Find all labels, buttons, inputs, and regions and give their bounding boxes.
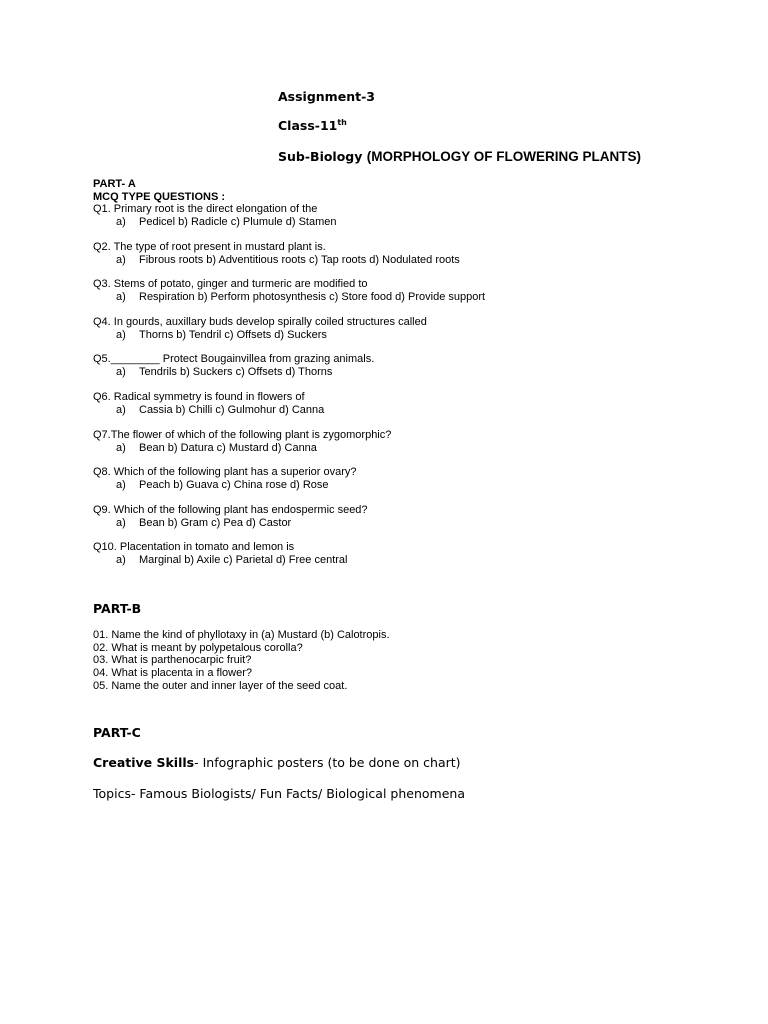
part-b-question: 01. Name the kind of phyllotaxy in (a) Mustard (b) Calotropis. [93, 629, 390, 641]
option-letter: a) [116, 516, 126, 529]
part-c-title: PART-C [93, 725, 141, 740]
option-letter: a) [116, 328, 126, 341]
mcq-question: Q8. Which of the following plant has a superior ovary? [93, 466, 357, 479]
mcq-subtitle: MCQ TYPE QUESTIONS : [93, 190, 226, 203]
mcq-question: Q1. Primary root is the direct elongation of the [93, 203, 318, 215]
option-letter: a) [116, 291, 126, 304]
option-text: Fibrous roots b) Adventitious roots c) Tap roots d) Nodulated roots [139, 253, 460, 266]
mcq-question: Q4. In gourds, auxillary buds develop spirally coiled structures called [93, 315, 427, 328]
class-superscript: th [337, 118, 347, 127]
option-text: Marginal b) Axile c) Parietal d) Free central [139, 554, 348, 567]
part-a-title: PART- A [93, 178, 136, 190]
option-letter: a) [116, 404, 126, 416]
class-label [278, 118, 347, 133]
subject-label [278, 149, 641, 164]
option-text: Respiration b) Perform photosynthesis c) Store food d) Provide support [139, 291, 486, 304]
mcq-question: Q10. Placentation in tomato and lemon is [93, 541, 295, 554]
mcq-question: Q3. Stems of potato, ginger and turmeric are modified to [93, 278, 368, 291]
option-text: Tendrils b) Suckers c) Offsets d) Thorns [139, 366, 333, 379]
subject-prefix: Sub-Biology [278, 149, 367, 164]
creative-skills-text: - Infographic posters (to be done on chart) [194, 755, 461, 770]
option-letter: a) [116, 253, 126, 266]
topics-line: Topics- Famous Biologists/ Fun Facts/ Biological phenomena [93, 786, 465, 801]
mcq-question: Q2. The type of root present in mustard plant is. [93, 240, 326, 253]
class-text: Class-11 [278, 118, 338, 133]
mcq-question: Q6. Radical symmetry is found in flowers of [93, 391, 305, 403]
mcq-question: Q9. Which of the following plant has endospermic seed? [93, 503, 368, 516]
option-letter: a) [116, 479, 126, 492]
part-b-title: PART-B [93, 601, 142, 616]
part-b-question: 05. Name the outer and inner layer of the seed coat. [93, 679, 348, 692]
option-letter: a) [116, 366, 126, 379]
mcq-question: Q5.________ Protect Bougainvillea from grazing animals. [93, 353, 375, 366]
part-b-question: 03. What is parthenocarpic fruit? [93, 654, 252, 667]
option-letter: a) [116, 216, 126, 228]
option-text: Peach b) Guava c) China rose d) Rose [139, 479, 329, 492]
option-text: Bean b) Datura c) Mustard d) Canna [139, 441, 317, 454]
option-text: Pedicel b) Radicle c) Plumule d) Stamen [139, 216, 337, 228]
creative-skills-line [93, 755, 461, 770]
creative-skills-label: Creative Skills [93, 755, 195, 770]
mcq-question: Q7.The flower of which of the following plant is zygomorphic? [93, 428, 392, 441]
subject-topic: (MORPHOLOGY OF FLOWERING PLANTS) [366, 149, 642, 164]
option-letter: a) [116, 441, 126, 454]
option-text: Cassia b) Chilli c) Gulmohur d) Canna [139, 404, 325, 416]
option-letter: a) [116, 554, 126, 567]
option-text: Bean b) Gram c) Pea d) Castor [139, 516, 292, 529]
assignment-title: Assignment-3 [278, 89, 375, 104]
option-text: Thorns b) Tendril c) Offsets d) Suckers [139, 328, 327, 341]
part-b-question: 02. What is meant by polypetalous corolla? [93, 641, 303, 654]
part-b-question: 04. What is placenta in a flower? [93, 667, 252, 680]
